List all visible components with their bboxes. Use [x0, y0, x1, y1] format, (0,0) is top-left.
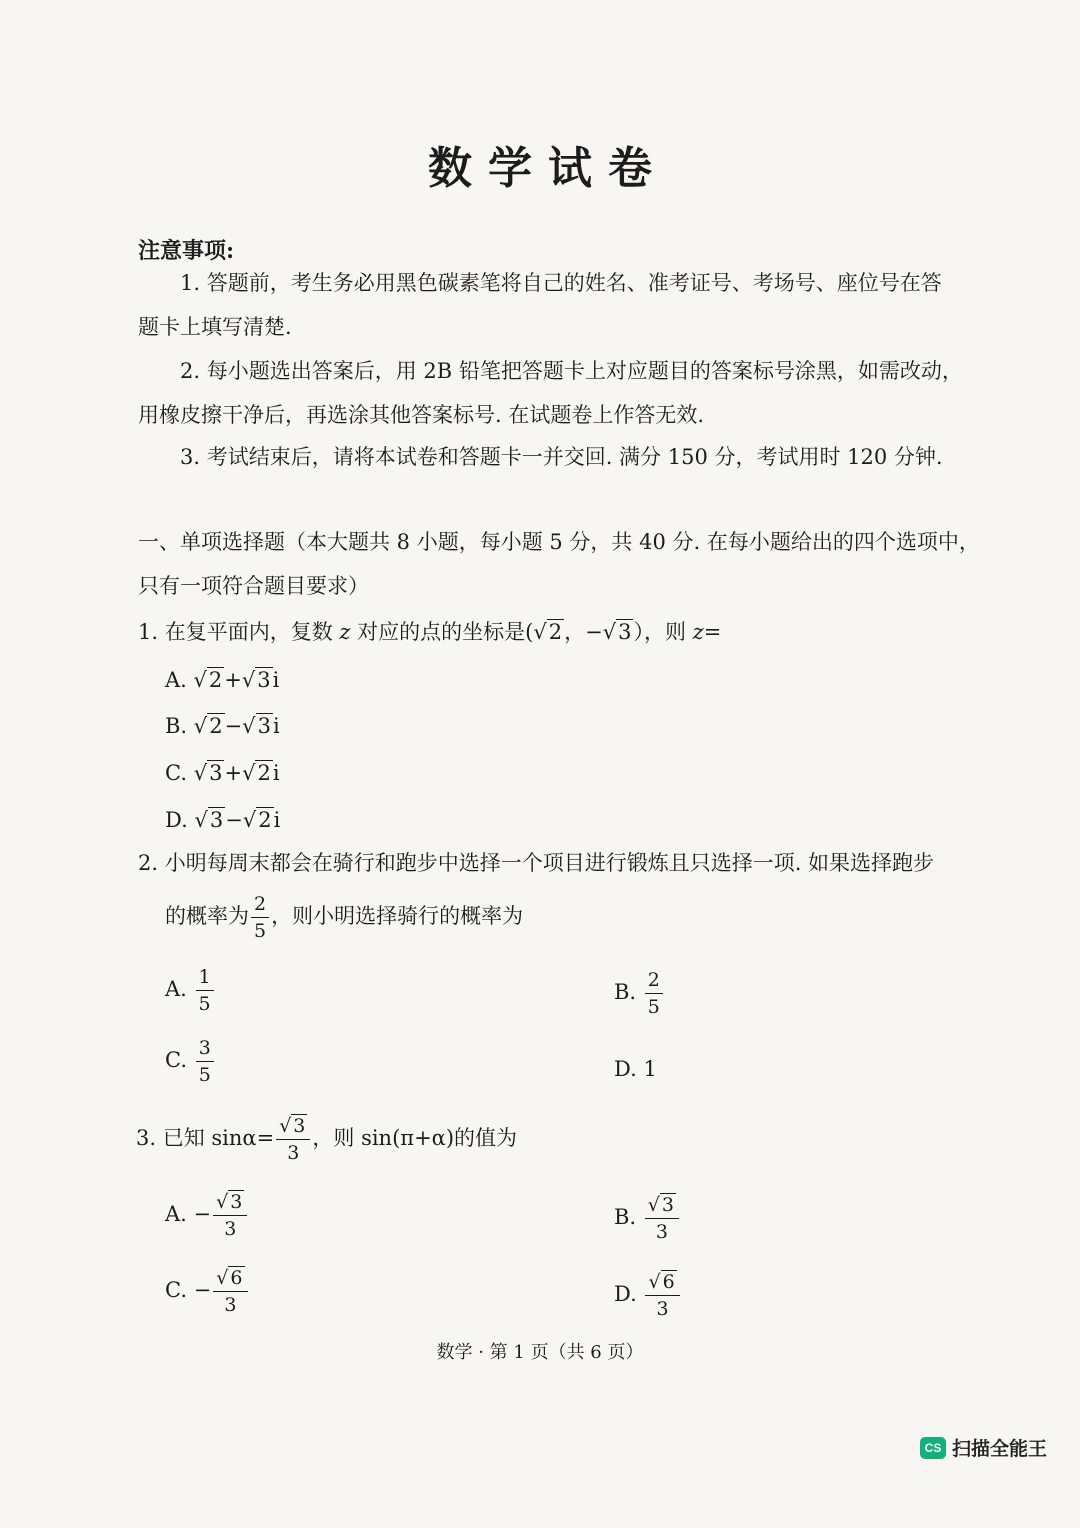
- page-footer: 数学 · 第 1 页（共 6 页）: [436, 1342, 644, 1363]
- q1-var-z-2: z: [692, 620, 704, 644]
- q1-option-c: C. √3+√2i: [165, 761, 280, 785]
- section-1-heading-line-2: 只有一项符合题目要求）: [138, 574, 369, 598]
- q1-text-d: =: [703, 620, 722, 644]
- q1-text-a: 1. 在复平面内，复数: [138, 620, 340, 644]
- q2-option-c: C. $\frac{3}{5}$: [165, 1036, 216, 1087]
- q1-option-b: B. √2−√3i: [165, 714, 280, 738]
- q2-option-a: A. $\frac{1}{5}$: [165, 965, 216, 1016]
- fraction-2-5: $\frac{2}{5}$: [251, 892, 269, 943]
- q1-var-z: z: [339, 620, 351, 644]
- scanner-watermark: [920, 1434, 1047, 1461]
- q1-comma: ，−: [564, 620, 603, 644]
- notice-heading: 注意事项:: [138, 238, 235, 264]
- notice-item-3: 3. 考试结束后，请将本试卷和答题卡一并交回. 满分 150 分，考试用时 120 分钟.: [180, 445, 943, 469]
- section-1-heading-line-1: 一、单项选择题（本大题共 8 小题，每小题 5 分，共 40 分. 在每小题给出的四个选项中，: [138, 530, 980, 554]
- question-2-stem-line-1: 2. 小明每周末都会在骑行和跑步中选择一个项目进行锻炼且只选择一项. 如果选择跑步: [138, 851, 935, 875]
- scanner-watermark-text: 扫描全能王: [952, 1439, 1048, 1460]
- q3-option-d: D. $\frac{√ 6}{3}$: [614, 1270, 682, 1321]
- page-title: 数学试卷: [428, 143, 668, 194]
- sqrt-2: √2: [533, 620, 563, 644]
- question-3-stem: 3. 已知 sinα= $\frac{√ 3}{3}$ ，则 sin(π+α)的值为: [136, 1115, 518, 1164]
- q2-option-b: B. $\frac{2}{5}$: [614, 968, 665, 1019]
- q1-option-d: D. √3−√2i: [165, 808, 281, 832]
- fraction-sqrt3-over-3: $\frac{√ 3}{3}$: [276, 1114, 310, 1165]
- sqrt-3: √3: [602, 620, 632, 644]
- q3-option-b: B. $\frac{√ 3}{3}$: [614, 1193, 681, 1244]
- notice-item-2-line-1: 2. 每小题选出答案后，用 2B 铅笔把答题卡上对应题目的答案标号涂黑，如需改动，: [180, 359, 963, 383]
- q2-option-d: D. 1: [614, 1057, 657, 1081]
- camscanner-logo-icon: CS: [920, 1437, 946, 1459]
- notice-item-1-line-1: 1. 答题前，考生务必用黑色碳素笔将自己的姓名、准考证号、考场号、座位号在答: [180, 271, 942, 295]
- question-2-stem-line-2: 的概率为 $\frac{2}{5}$ ，则小明选择骑行的概率为: [165, 893, 524, 942]
- q3-option-a: A. − $\frac{√ 3}{3}$: [165, 1190, 249, 1241]
- q3-option-c: C. − $\frac{√ 6}{3}$: [165, 1266, 250, 1317]
- notice-item-2-line-2: 用橡皮擦干净后，再选涂其他答案标号. 在试题卷上作答无效.: [138, 403, 705, 427]
- notice-item-1-line-2: 题卡上填写清楚.: [138, 315, 292, 339]
- q1-text-b: 对应的点的坐标是(: [350, 620, 534, 644]
- q1-option-a: A. √2+√3i: [165, 668, 280, 692]
- q1-text-c: ），则: [633, 620, 693, 644]
- question-1-stem: [138, 617, 721, 647]
